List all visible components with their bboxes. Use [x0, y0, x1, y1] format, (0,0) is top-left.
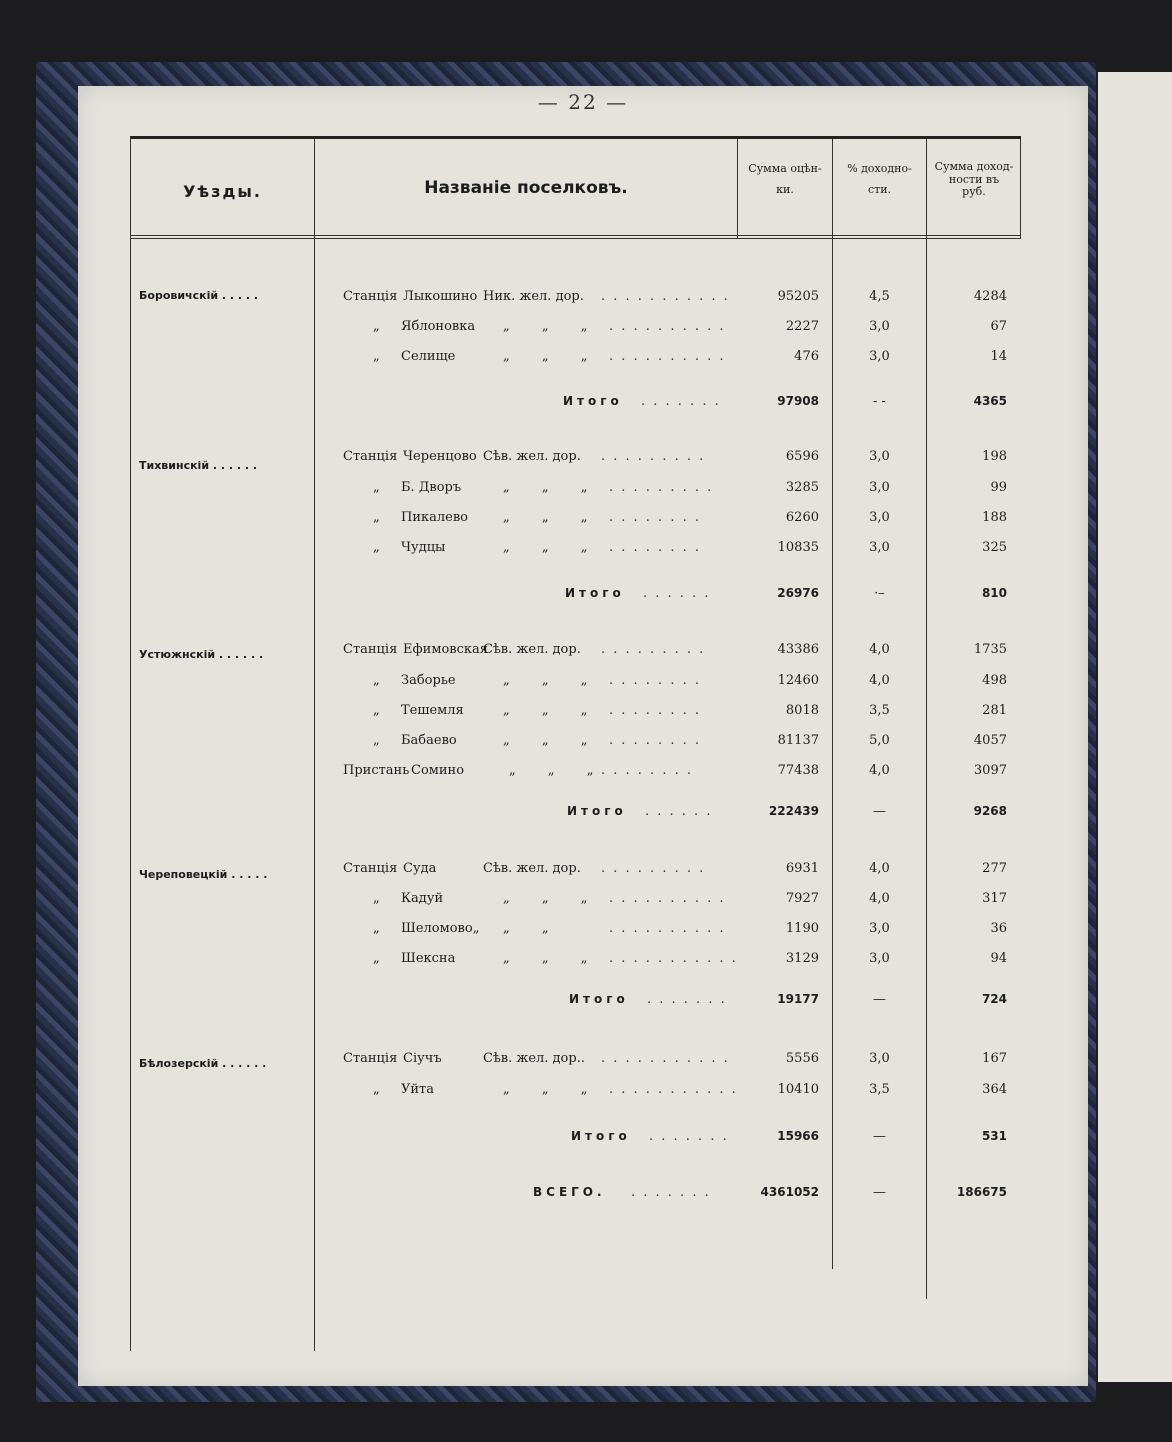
table-row	[131, 733, 1021, 753]
leader-dots: . . . . . . .	[641, 394, 721, 409]
settlement-name: Шексна	[401, 951, 456, 966]
sum-valuation: 6931	[785, 861, 819, 876]
total-sum: 97908	[777, 394, 819, 408]
pct-income: 3,5	[869, 703, 890, 718]
pct-income: 3,0	[869, 349, 890, 364]
settlement-name: Заборье	[401, 673, 456, 688]
total-pct: - -	[873, 394, 886, 409]
total-label: Итого	[565, 586, 625, 600]
railway-name: „ „ „	[503, 733, 602, 748]
settlement-prefix: „	[373, 951, 380, 966]
leader-dots: . . . . . . . . . .	[609, 921, 726, 936]
pct-income: 3,0	[869, 510, 890, 525]
header-district: Уѣзды.	[183, 182, 262, 201]
sum-valuation: 3285	[785, 480, 819, 495]
header-sum-valuation: Сумма оцѣн- ки.	[748, 162, 822, 196]
settlement-name: Лыкошино	[403, 289, 478, 304]
sum-valuation: 8018	[785, 703, 819, 718]
sum-income: 1735	[973, 642, 1007, 657]
sum-income: 4284	[973, 289, 1007, 304]
sum-income: 277	[982, 861, 1007, 876]
pct-income: 4,0	[869, 673, 890, 688]
table-row	[131, 891, 1021, 911]
railway-name: „ „ „	[503, 480, 602, 495]
sum-income: 364	[982, 1082, 1007, 1097]
table-row	[131, 921, 1021, 941]
settlement-name: Шеломово„	[401, 921, 480, 936]
sum-valuation: 5556	[785, 1051, 819, 1066]
sum-valuation: 1190	[785, 921, 819, 936]
settlement-prefix: Станція	[343, 449, 398, 464]
table-row	[131, 1051, 1021, 1071]
settlement-name: Тешемля	[401, 703, 464, 718]
settlement-name: Чудцы	[401, 540, 446, 555]
leader-dots: . . . . . . . . . . .	[609, 1082, 738, 1097]
leader-dots: . . . . . . . .	[609, 703, 701, 718]
total-income: 4365	[973, 394, 1007, 408]
leader-dots: . . . . . . . .	[609, 510, 701, 525]
sum-income: 4057	[973, 733, 1007, 748]
total-row	[131, 1129, 1021, 1149]
total-row	[131, 804, 1021, 824]
sum-income: 167	[982, 1051, 1007, 1066]
table-row	[131, 449, 1021, 469]
settlement-prefix: „	[373, 673, 380, 688]
table-row	[131, 510, 1021, 530]
header-rule	[131, 238, 1021, 239]
facing-page	[1098, 72, 1172, 1382]
sum-income: 67	[990, 319, 1007, 334]
settlement-name: Яблоновка	[401, 319, 476, 334]
sum-valuation: 43386	[777, 642, 819, 657]
leader-dots: . . . . . . . .	[609, 540, 701, 555]
table-row	[131, 319, 1021, 339]
settlement-prefix: „	[373, 319, 380, 334]
pct-income: 3,0	[869, 921, 890, 936]
total-sum: 222439	[768, 804, 819, 818]
header-sum-income: Сумма доход- ности въ руб.	[934, 160, 1014, 199]
table-row	[131, 763, 1021, 783]
settlement-name: Бабаево	[401, 733, 457, 748]
total-label: Итого	[571, 1129, 631, 1143]
pct-income: 4,5	[869, 289, 890, 304]
header-rule	[131, 235, 1021, 236]
leader-dots: . . . . . . . .	[601, 763, 693, 778]
railway-name: „ „ „	[509, 763, 608, 778]
table-row	[131, 642, 1021, 662]
leader-dots: . . . . . . . . .	[601, 449, 706, 464]
total-pct: —	[873, 992, 886, 1007]
district-name: Устюжнскій . . . . . .	[139, 648, 264, 661]
sum-income: 94	[990, 951, 1007, 966]
sum-income: 99	[990, 480, 1007, 495]
table-row	[131, 861, 1021, 881]
sum-valuation: 2227	[785, 319, 819, 334]
railway-name: „ „ „	[503, 951, 602, 966]
total-pct: —	[873, 1129, 886, 1144]
pct-income: 3,0	[869, 1051, 890, 1066]
railway-name: „ „ „	[503, 891, 602, 906]
total-label: Итого	[563, 394, 623, 408]
leader-dots: . . . . . . . .	[609, 733, 701, 748]
railway-name: „ „ „	[503, 319, 602, 334]
total-pct: ·–	[874, 586, 885, 601]
settlement-name: Кадуй	[401, 891, 444, 906]
pct-income: 3,0	[869, 449, 890, 464]
sum-valuation: 77438	[777, 763, 819, 778]
railway-name: Сѣв. жел. дор.	[483, 861, 581, 876]
settlement-name: Пикалево	[401, 510, 468, 525]
table-row	[131, 1082, 1021, 1102]
district-name: Боровичскій . . . . .	[139, 289, 259, 302]
sum-valuation: 6596	[785, 449, 819, 464]
railway-name: Сѣв. жел. дор..	[483, 1051, 585, 1066]
settlement-prefix: Станція	[343, 1051, 398, 1066]
table-row	[131, 703, 1021, 723]
sum-income: 317	[982, 891, 1007, 906]
sum-income: 36	[990, 921, 1007, 936]
table-row	[131, 951, 1021, 971]
district-name: Череповецкій . . . . .	[139, 868, 268, 881]
sum-income: 325	[982, 540, 1007, 555]
pct-income: 3,0	[869, 319, 890, 334]
leader-dots: . . . . . . . . . . .	[609, 951, 738, 966]
total-income: 724	[981, 992, 1007, 1006]
railway-name: Сѣв. жел. дор.	[483, 449, 581, 464]
leader-dots: . . . . . .	[643, 586, 711, 601]
sum-valuation: 10835	[777, 540, 819, 555]
leader-dots: . . . . . . . .	[609, 673, 701, 688]
header-settlement: Названіе поселковъ.	[424, 178, 628, 198]
settlement-prefix: „	[373, 510, 380, 525]
total-sum: 15966	[777, 1129, 819, 1143]
table-row	[131, 540, 1021, 560]
settlement-name: Уйта	[401, 1082, 435, 1097]
sum-valuation: 476	[794, 349, 819, 364]
sum-income: 198	[982, 449, 1007, 464]
total-sum: 19177	[777, 992, 819, 1006]
grand-total-row	[131, 1185, 1021, 1205]
pct-income: 3,0	[869, 480, 890, 495]
railway-name: „ „ „	[503, 1082, 602, 1097]
pct-income: 4,0	[869, 763, 890, 778]
leader-dots: . . . . . . .	[649, 1129, 729, 1144]
pct-income: 5,0	[869, 733, 890, 748]
leader-dots: . . . . . . . . . .	[609, 349, 726, 364]
railway-name: „ „ „	[503, 510, 602, 525]
settlement-prefix: Пристань	[343, 763, 410, 778]
settlement-name: Сіучъ	[403, 1051, 442, 1066]
settlement-prefix: „	[373, 349, 380, 364]
leader-dots: . . . . . . . . . . .	[601, 1051, 730, 1066]
table-row	[131, 289, 1021, 309]
district-name: Тихвинскій . . . . . .	[139, 459, 258, 472]
page-number: — 22 —	[537, 90, 629, 114]
grand-total-income: 186675	[956, 1185, 1007, 1199]
sum-valuation: 7927	[785, 891, 819, 906]
railway-name: „ „ „	[503, 673, 602, 688]
sum-valuation: 81137	[777, 733, 819, 748]
district-name: Бѣлозерскій . . . . . .	[139, 1057, 267, 1070]
settlement-prefix: „	[373, 891, 380, 906]
grand-total-pct: —	[873, 1185, 886, 1200]
settlement-name: Б. Дворъ	[401, 480, 462, 495]
leader-dots: . . . . . . .	[647, 992, 727, 1007]
total-pct: —	[873, 804, 886, 819]
leader-dots: . . . . . . . . .	[601, 861, 706, 876]
table-row	[131, 673, 1021, 693]
settlement-prefix: „	[373, 1082, 380, 1097]
leader-dots: . . . . . . . . .	[601, 642, 706, 657]
settlement-prefix: Станція	[343, 861, 398, 876]
sum-income: 281	[982, 703, 1007, 718]
settlement-name: Селище	[401, 349, 456, 364]
settlement-name: Ефимовская	[403, 642, 488, 657]
total-income: 810	[981, 586, 1007, 600]
total-label: Итого	[567, 804, 627, 818]
railway-name: „ „ „	[503, 703, 602, 718]
sum-valuation: 95205	[777, 289, 819, 304]
grand-total-label: ВСЕГО.	[533, 1185, 606, 1199]
leader-dots: . . . . . . . . . . .	[601, 289, 730, 304]
sum-income: 188	[982, 510, 1007, 525]
statistics-table	[130, 136, 1021, 1351]
pct-income: 3,0	[869, 951, 890, 966]
sum-income: 3097	[973, 763, 1007, 778]
leader-dots: . . . . . . . . .	[609, 480, 714, 495]
pct-income: 4,0	[869, 861, 890, 876]
railway-name: „ „ „	[503, 540, 602, 555]
table-row	[131, 349, 1021, 369]
header-pct-income: % доходно- сти.	[847, 162, 912, 196]
railway-name: „ „	[503, 921, 563, 936]
sum-valuation: 3129	[785, 951, 819, 966]
leader-dots: . . . . . .	[645, 804, 713, 819]
total-income: 531	[981, 1129, 1007, 1143]
pct-income: 3,5	[869, 1082, 890, 1097]
sum-valuation: 6260	[785, 510, 819, 525]
table-row	[131, 480, 1021, 500]
settlement-name: Сомино	[411, 763, 465, 778]
settlement-prefix: „	[373, 921, 380, 936]
sum-income: 14	[990, 349, 1007, 364]
settlement-prefix: „	[373, 480, 380, 495]
total-sum: 26976	[777, 586, 819, 600]
leader-dots: . . . . . . . . . .	[609, 891, 726, 906]
total-row	[131, 992, 1021, 1012]
railway-name: Сѣв. жел. дор.	[483, 642, 581, 657]
settlement-name: Суда	[403, 861, 437, 876]
pct-income: 4,0	[869, 642, 890, 657]
railway-name: Ник. жел. дор.	[483, 289, 584, 304]
sum-valuation: 12460	[777, 673, 819, 688]
pct-income: 3,0	[869, 540, 890, 555]
document-page	[78, 86, 1088, 1386]
railway-name: „ „ „	[503, 349, 602, 364]
total-row	[131, 586, 1021, 606]
settlement-prefix: „	[373, 703, 380, 718]
total-label: Итого	[569, 992, 629, 1006]
leader-dots: . . . . . . .	[631, 1185, 711, 1200]
sum-income: 498	[982, 673, 1007, 688]
grand-total-sum: 4361052	[760, 1185, 819, 1199]
settlement-prefix: Станція	[343, 642, 398, 657]
total-income: 9268	[973, 804, 1007, 818]
pct-income: 4,0	[869, 891, 890, 906]
leader-dots: . . . . . . . . . .	[609, 319, 726, 334]
settlement-prefix: „	[373, 540, 380, 555]
sum-valuation: 10410	[777, 1082, 819, 1097]
settlement-prefix: „	[373, 733, 380, 748]
settlement-prefix: Станція	[343, 289, 398, 304]
settlement-name: Черенцово	[403, 449, 477, 464]
total-row	[131, 394, 1021, 414]
